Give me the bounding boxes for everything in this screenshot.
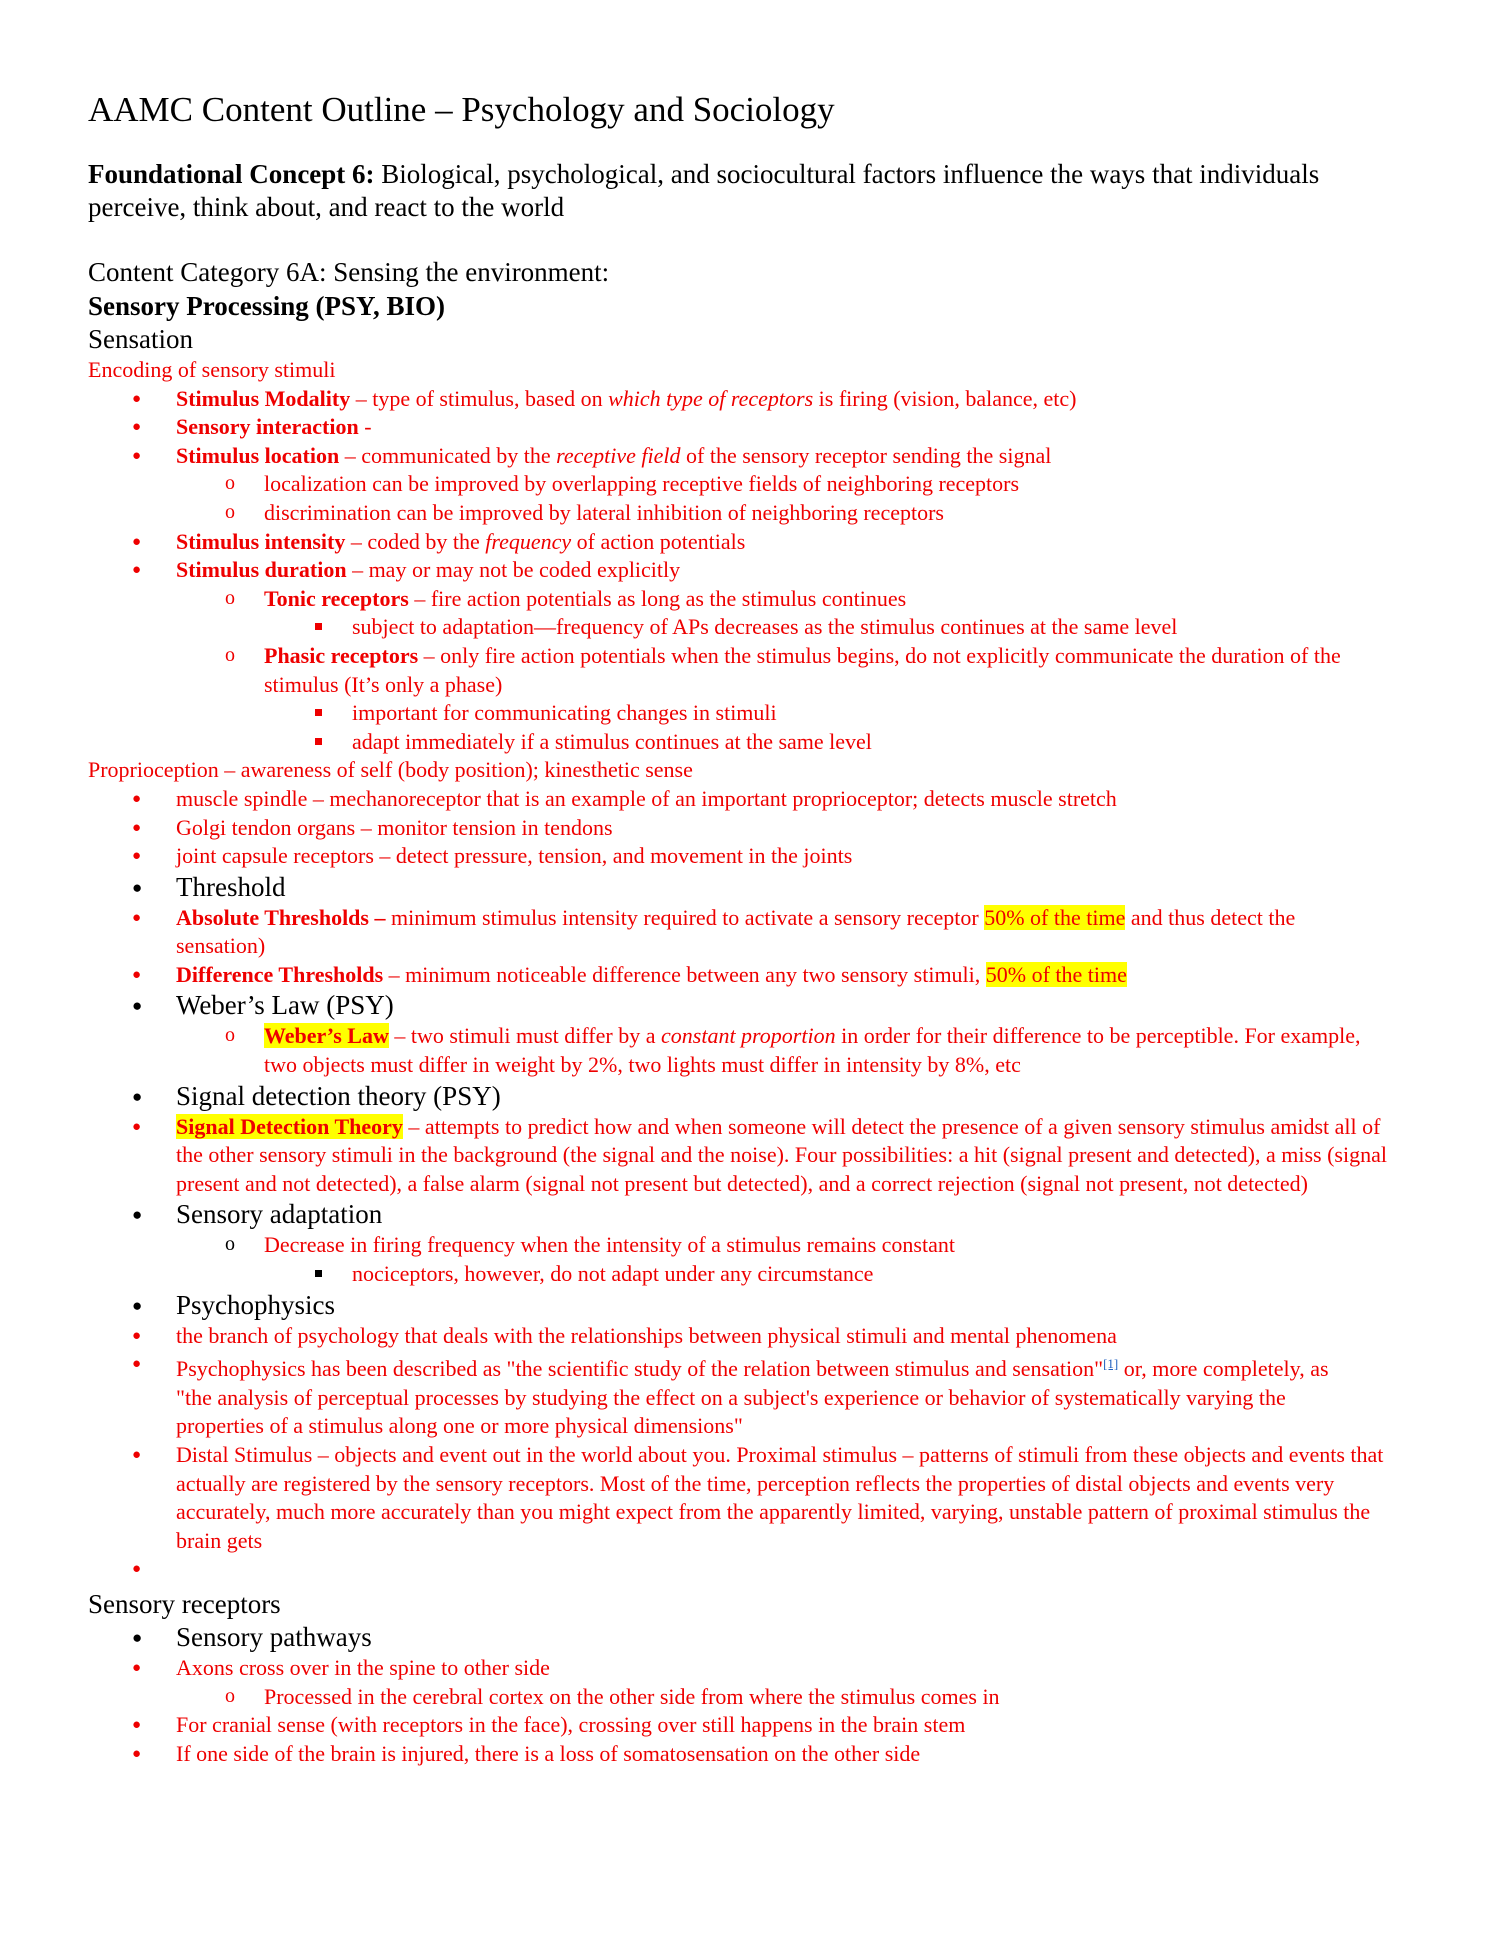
list-subitem: o Processed in the cerebral cortex on the other side from where the stimulus comes in [88, 1683, 1418, 1712]
emphasis: receptive field [556, 442, 681, 468]
list-item-location [88, 442, 1418, 471]
list-subitem: o discrimination can be improved by lateral inhibition of neighboring receptors [88, 499, 1418, 528]
foundational-concept-label: Foundational Concept 6: [88, 159, 375, 189]
receptors-list [88, 1621, 1418, 1768]
text: – only fire action potentials when the stimulus begins, do not explicitly communicate the duration of the stimulus (It’s only a phase) [264, 642, 1341, 697]
pathways-heading: ● Sensory pathways [88, 1621, 1418, 1654]
emphasis: which type of receptors [608, 385, 814, 411]
section-sensation: Sensation [88, 324, 193, 354]
document-page [88, 88, 1418, 1768]
term: Stimulus Modality [176, 385, 351, 411]
text: and thus detect the sensation) [176, 904, 1296, 959]
list-subsubitem: nociceptors, however, do not adapt under any circumstance [88, 1260, 1418, 1289]
list-subitem: o Decrease in firing frequency when the intensity of a stimulus remains constant [88, 1231, 1418, 1260]
text: – communicated by the [339, 442, 557, 468]
list-item-sdt [88, 1113, 1418, 1199]
list-subsubitem: important for communicating changes in stimuli [88, 699, 1418, 728]
foundational-concept [88, 158, 1418, 224]
term: Stimulus intensity [176, 528, 346, 554]
proprioception-heading: Proprioception – awareness of self (body position); kinesthetic sense [88, 757, 693, 783]
list-item: ● For cranial sense (with receptors in the face), crossing over still happens in the brain stem [88, 1711, 1418, 1740]
list-item: ● Axons cross over in the spine to other side [88, 1654, 1418, 1683]
list-subitem-phasic [88, 642, 1418, 699]
highlight-term: Signal Detection Theory [176, 1113, 403, 1139]
text: of the sensory receptor sending the signal [680, 442, 1052, 468]
list-item: ● If one side of the brain is injured, there is a loss of somatosensation on the other side [88, 1740, 1418, 1769]
text: – coded by the [345, 528, 486, 554]
section-sensory-receptors: Sensory receptors [88, 1588, 281, 1619]
list-item: ● Golgi tendon organs – monitor tension in tendons [88, 814, 1418, 843]
list-subsubitem: adapt immediately if a stimulus continues at the same level [88, 728, 1418, 757]
list-item-duration [88, 556, 1418, 585]
text: is firing (vision, balance, etc) [813, 385, 1077, 411]
text: of action potentials [571, 528, 746, 554]
list-item-empty [88, 1555, 1418, 1584]
list-item: ● muscle spindle – mechanoreceptor that is an example of an important proprioceptor; detects muscle stretch [88, 785, 1418, 814]
text: in order for their difference to be perceptible. For example, two objects must differ in weight by 2%, two lights must differ in intensity by 8%, etc [264, 1023, 1361, 1078]
list-item-modality [88, 385, 1418, 414]
highlight: 50% of the time [985, 961, 1127, 987]
reference-link[interactable]: [1] [1103, 1356, 1119, 1372]
text: – may or may not be coded explicitly [346, 557, 681, 583]
encoding-heading: Encoding of sensory stimuli [88, 357, 336, 382]
term: Sensory interaction [176, 414, 359, 440]
psychophysics-heading: ● Psychophysics [88, 1289, 1418, 1322]
list-item-difference-threshold [88, 961, 1418, 990]
term: Absolute Thresholds – [176, 904, 386, 930]
text: – fire action potentials as long as the stimulus continues [408, 585, 907, 611]
term: Tonic receptors [264, 585, 409, 611]
topic-heading: Sensory Processing (PSY, BIO) [88, 291, 446, 321]
text: – two stimuli must differ by a [388, 1023, 661, 1049]
list-subitem: o localization can be improved by overlapping receptive fields of neighboring receptors [88, 470, 1418, 499]
text: – minimum noticeable difference between any two sensory stimuli, [383, 961, 986, 987]
list-item-intensity [88, 528, 1418, 557]
proprioception-list [88, 785, 1418, 1584]
highlight: 50% of the time [984, 904, 1126, 930]
document-title: AAMC Content Outline – Psychology and Sociology [88, 90, 835, 129]
term: Difference Thresholds [176, 961, 384, 987]
text: minimum stimulus intensity required to activate a sensory receptor [385, 904, 985, 930]
list-item-interaction [88, 413, 1418, 442]
threshold-heading: ● Threshold [88, 871, 1418, 904]
text: Psychophysics has been described as "the scientific study of the relation between stimulus and sensation" [176, 1356, 1104, 1382]
list-item-distal-stimulus: ● Distal Stimulus – objects and event out in the world about you. Proximal stimulus – patterns of stimuli from these objects and events that actually are registered by the sensory receptors. Most of the time, perception reflects the properties of distal objects and events very accurately, much more accurately than you might expect from the apparently limited, varying, unstable pattern of proximal stimulus the brain gets [88, 1441, 1418, 1555]
term: Stimulus location [176, 442, 340, 468]
text: – attempts to predict how and when someone will detect the presence of a given sensory stimulus amidst all of the other sensory stimuli in the background (the signal and the noise). Four possibilities: a hit (signal present and detected), a miss (signal present and not detected), a false alarm (signal not present but detected), and a correct rejection (signal not present, not detected) [176, 1113, 1387, 1196]
list-item-absolute-threshold [88, 904, 1418, 961]
term: Stimulus duration [176, 557, 347, 583]
highlight-term: Weber’s Law [264, 1023, 389, 1049]
weber-heading: ● Weber’s Law (PSY) [88, 989, 1418, 1022]
adaptation-heading: ● Sensory adaptation [88, 1198, 1418, 1231]
list-subitem-weber [88, 1022, 1418, 1079]
content-category: Content Category 6A: Sensing the environment: [88, 257, 610, 287]
text: or, more completely, as "the analysis of perceptual processes by studying the effect on a subject's experience or behavior of systematically varying the properties of a stimulus along one or more physical dimensions" [176, 1356, 1329, 1439]
list-item: ● joint capsule receptors – detect pressure, tension, and movement in the joints [88, 842, 1418, 871]
term: Phasic receptors [264, 642, 419, 668]
encoding-list [88, 385, 1418, 757]
text: – type of stimulus, based on [350, 385, 609, 411]
sdt-heading: ● Signal detection theory (PSY) [88, 1080, 1418, 1113]
list-subsubitem: subject to adaptation—frequency of APs decreases as the stimulus continues at the same level [88, 613, 1418, 642]
emphasis: constant proportion [661, 1023, 836, 1049]
emphasis: frequency [485, 528, 572, 554]
list-item-psychophysics-described [88, 1350, 1418, 1441]
list-item: ● the branch of psychology that deals with the relationships between physical stimuli and mental phenomena [88, 1322, 1418, 1351]
foundational-concept-text: Biological, psychological, and sociocultural factors influence the ways that individuals perceive, think about, and react to the world [88, 159, 1320, 222]
list-subitem-tonic [88, 585, 1418, 614]
text: - [358, 414, 372, 440]
